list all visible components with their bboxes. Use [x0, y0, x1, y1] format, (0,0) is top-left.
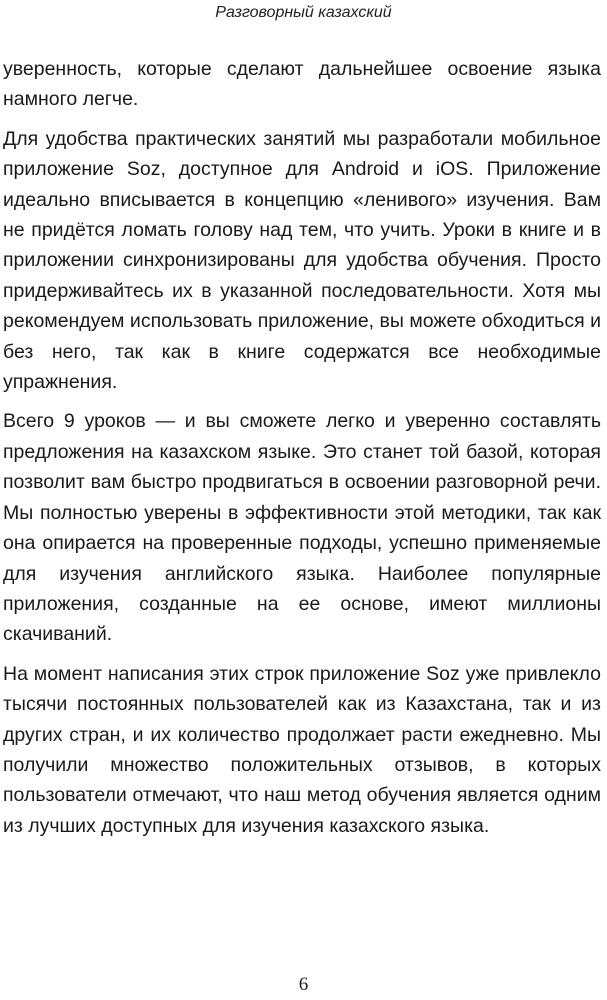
page-number: 6 [298, 974, 309, 995]
paragraph-continuation: уверенность, которые сделают дальнейшее освоение языка намного легче. [3, 58, 601, 111]
paragraph-app-intro: Для удобства практических занятий мы разработали мобильное приложение Soz, доступное для Android и iOS. Приложение идеально вписывается в концепцию «ленивого» изучения. Вам не придётся ломать голову над тем, что учить. Уроки в книге и в приложении синхронизированы для удобства обучения. Просто придерживайтесь их в указанной последовательности. Хотя мы рекомендуем использовать приложение, вы можете обходиться и без него, так как в книге содержатся все необходимые упражнения. [3, 127, 601, 394]
paragraph-app-users: На момент написания этих строк приложение Soz уже привлекло тысячи постоянных пользователей как из Казахстана, так и из других стран, и их количество продолжает расти ежедневно. Мы получили множество положительных отзывов, в которых пользователи отмечают, что наш метод обучения является одним из лучших доступных для изучения казахского языка. [3, 662, 601, 837]
running-header: Разговорный казахский [215, 4, 392, 21]
body-text [3, 54, 601, 841]
paragraph-nine-lessons: Всего 9 уроков — и вы сможете легко и уверенно составлять предложения на казахском языке. Это станет той базой, которая позволит вам быстро продвигаться в освоении разговорной речи. Мы полностью уверены в эффективности этой методики, так как она опирается на проверенные подходы, успешно применяемые для изучения английского языка. Наиболее популярные приложения, созданные на ее основе, имеют миллионы скачиваний. [3, 410, 601, 646]
